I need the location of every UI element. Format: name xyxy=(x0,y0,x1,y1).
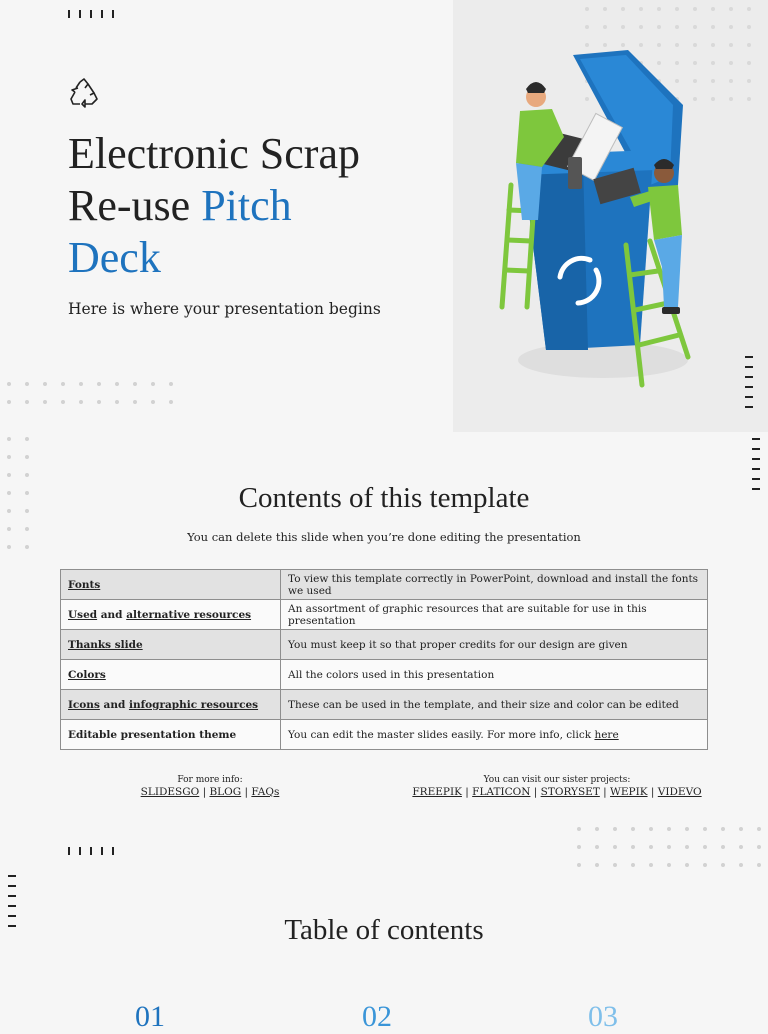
decor-dot xyxy=(7,400,11,404)
row-key[interactable] xyxy=(61,570,281,600)
decor-dot xyxy=(703,845,707,849)
decor-dot xyxy=(739,827,743,831)
decor-dot xyxy=(721,863,725,867)
decor-dot xyxy=(747,79,751,83)
row-desc xyxy=(281,720,708,750)
decor-dot xyxy=(585,25,589,29)
decor-dot xyxy=(25,545,29,549)
decor-dot xyxy=(729,25,733,29)
slidesgo-link[interactable]: SLIDESGO xyxy=(140,786,200,798)
dot-grid-slide-3 xyxy=(570,820,768,874)
recycle-logo-icon xyxy=(68,78,100,108)
row-desc: An assortment of graphic resources that are suitable for use in this presentation xyxy=(281,600,708,630)
dot-grid-left xyxy=(0,375,180,411)
decor-dot xyxy=(25,400,29,404)
footer-more-info-label: For more info: xyxy=(177,775,243,785)
decor-dot xyxy=(595,863,599,867)
decor-dot xyxy=(7,382,11,386)
toc-title: Table of contents xyxy=(284,914,484,946)
row-desc: To view this template correctly in PowerPoint, download and install the fonts we used xyxy=(281,570,708,600)
decor-dot xyxy=(649,845,653,849)
decor-dot xyxy=(151,382,155,386)
table-row xyxy=(61,630,708,660)
footer-sister-links: FREEPIK | FLATICON | STORYSET | WEPIK | VIDEVO xyxy=(412,786,702,798)
decor-dot xyxy=(739,863,743,867)
table-row xyxy=(61,600,708,630)
title-line-2 xyxy=(68,180,428,232)
decor-dot xyxy=(115,382,119,386)
decor-dot xyxy=(639,7,643,11)
title-line-3: Deck xyxy=(68,233,161,282)
resources-table xyxy=(60,569,708,750)
icons-link[interactable]: Icons xyxy=(68,698,100,711)
contents-subtitle: You can delete this slide when you’re done editing the presentation xyxy=(187,530,581,544)
table-row xyxy=(61,720,708,750)
decor-dot xyxy=(667,827,671,831)
decor-dot xyxy=(667,845,671,849)
decor-dot xyxy=(7,473,11,477)
used-resources-link[interactable]: Used xyxy=(68,608,98,621)
decor-dot xyxy=(693,25,697,29)
decor-dot xyxy=(585,7,589,11)
toc-number-1: 01 xyxy=(135,1000,165,1033)
here-link[interactable]: here xyxy=(594,728,619,741)
decor-dot xyxy=(721,845,725,849)
row-desc-text: You can edit the master slides easily. For more info, click xyxy=(288,728,595,741)
decor-dot xyxy=(631,863,635,867)
footer-more-info-links: SLIDESGO | BLOG | FAQs xyxy=(140,786,280,798)
decor-dot xyxy=(667,863,671,867)
decor-dot xyxy=(711,97,715,101)
decor-dot xyxy=(61,400,65,404)
decor-dot xyxy=(169,400,173,404)
decor-dot xyxy=(657,25,661,29)
decor-dot xyxy=(115,400,119,404)
row-key[interactable] xyxy=(61,660,281,690)
decor-dot xyxy=(757,827,761,831)
decor-dot xyxy=(7,455,11,459)
decor-dot xyxy=(43,382,47,386)
decor-dot xyxy=(703,863,707,867)
decor-dot xyxy=(721,827,725,831)
table-row xyxy=(61,570,708,600)
decor-dot xyxy=(675,7,679,11)
decor-dot xyxy=(693,7,697,11)
decor-dot xyxy=(25,455,29,459)
decor-dot xyxy=(657,7,661,11)
decor-dot xyxy=(757,863,761,867)
thanks-slide-link[interactable]: Thanks slide xyxy=(68,638,143,651)
decor-dot xyxy=(97,382,101,386)
decor-dot xyxy=(25,382,29,386)
decor-dot xyxy=(631,845,635,849)
alternative-resources-link[interactable]: alternative resources xyxy=(126,608,252,621)
colors-link[interactable]: Colors xyxy=(68,668,106,681)
decor-dot xyxy=(747,97,751,101)
infographic-resources-link[interactable]: infographic resources xyxy=(128,698,259,711)
decor-dot xyxy=(729,7,733,11)
title-line-2-plain: Re-use xyxy=(68,181,202,230)
dot-grid-left-lower xyxy=(0,430,36,556)
row-key[interactable] xyxy=(61,630,281,660)
decor-dot xyxy=(703,827,707,831)
decor-dot xyxy=(747,7,751,11)
storyset-link[interactable]: STORYSET xyxy=(540,786,600,798)
decor-dot xyxy=(577,845,581,849)
title-line-1: Electronic Scrap xyxy=(68,129,360,178)
decor-dot xyxy=(711,61,715,65)
faqs-link[interactable]: FAQs xyxy=(251,786,280,798)
recycle-bin-illustration xyxy=(478,45,708,395)
decor-dot xyxy=(649,863,653,867)
decor-dot xyxy=(711,25,715,29)
decor-dot xyxy=(603,25,607,29)
decor-dot xyxy=(729,79,733,83)
title-line-2-accent: Pitch xyxy=(201,181,292,230)
decor-dot xyxy=(685,863,689,867)
videvo-link[interactable]: VIDEVO xyxy=(657,786,702,798)
decor-dot xyxy=(747,43,751,47)
decor-dot xyxy=(685,827,689,831)
row-desc: These can be used in the template, and their size and color can be edited xyxy=(281,690,708,720)
decor-dot xyxy=(639,25,643,29)
row-desc: All the colors used in this presentation xyxy=(281,660,708,690)
page-subtitle: Here is where your presentation begins xyxy=(68,300,381,318)
flaticon-link[interactable]: FLATICON xyxy=(472,786,531,798)
decor-dot xyxy=(649,827,653,831)
decor-dot xyxy=(25,491,29,495)
decor-dot xyxy=(151,400,155,404)
key-connector: and xyxy=(99,698,129,711)
row-key xyxy=(61,690,281,720)
decor-dot xyxy=(603,7,607,11)
fonts-link[interactable]: Fonts xyxy=(68,578,101,591)
decor-dot xyxy=(577,863,581,867)
decor-dot xyxy=(711,7,715,11)
decor-dot xyxy=(133,400,137,404)
decor-dot xyxy=(133,382,137,386)
row-key xyxy=(61,600,281,630)
wepik-link[interactable]: WEPIK xyxy=(610,786,648,798)
blog-link[interactable]: BLOG xyxy=(209,786,242,798)
contents-title: Contents of this template xyxy=(238,482,530,514)
toc-number-3: 03 xyxy=(588,1000,618,1033)
row-desc: You must keep it so that proper credits for our design are given xyxy=(281,630,708,660)
decor-dot xyxy=(595,845,599,849)
decor-dot xyxy=(675,25,679,29)
right-tick-marks-1 xyxy=(745,356,753,408)
key-connector: and xyxy=(97,608,127,621)
decor-dot xyxy=(711,43,715,47)
decor-dot xyxy=(61,382,65,386)
decor-dot xyxy=(631,827,635,831)
decor-dot xyxy=(621,7,625,11)
tick-marks-slide-3 xyxy=(68,847,114,855)
decor-dot xyxy=(25,473,29,477)
decor-dot xyxy=(7,545,11,549)
decor-dot xyxy=(621,25,625,29)
decor-dot xyxy=(7,527,11,531)
decor-dot xyxy=(7,437,11,441)
page-title xyxy=(68,128,428,284)
decor-dot xyxy=(97,400,101,404)
decor-dot xyxy=(685,845,689,849)
decor-dot xyxy=(747,25,751,29)
decor-dot xyxy=(79,400,83,404)
table-row xyxy=(61,660,708,690)
freepik-link[interactable]: FREEPIK xyxy=(412,786,462,798)
footer-sister-label: You can visit our sister projects: xyxy=(483,775,631,785)
decor-dot xyxy=(613,845,617,849)
decor-dot xyxy=(7,509,11,513)
decor-dot xyxy=(729,43,733,47)
toc-number-2: 02 xyxy=(362,1000,392,1033)
decor-dot xyxy=(25,509,29,513)
decor-dot xyxy=(7,491,11,495)
row-key: Editable presentation theme xyxy=(61,720,281,750)
decor-dot xyxy=(43,400,47,404)
decor-dot xyxy=(729,61,733,65)
decor-dot xyxy=(757,845,761,849)
decor-dot xyxy=(729,97,733,101)
decor-dot xyxy=(25,527,29,531)
footer-sister-projects xyxy=(407,775,707,798)
decor-dot xyxy=(747,61,751,65)
top-tick-marks xyxy=(68,10,114,18)
footer-more-info xyxy=(110,775,310,798)
decor-dot xyxy=(613,863,617,867)
decor-dot xyxy=(79,382,83,386)
decor-dot xyxy=(613,827,617,831)
decor-dot xyxy=(711,79,715,83)
decor-dot xyxy=(577,827,581,831)
decor-dot xyxy=(169,382,173,386)
table-row xyxy=(61,690,708,720)
decor-dot xyxy=(739,845,743,849)
decor-dot xyxy=(595,827,599,831)
decor-dot xyxy=(25,437,29,441)
